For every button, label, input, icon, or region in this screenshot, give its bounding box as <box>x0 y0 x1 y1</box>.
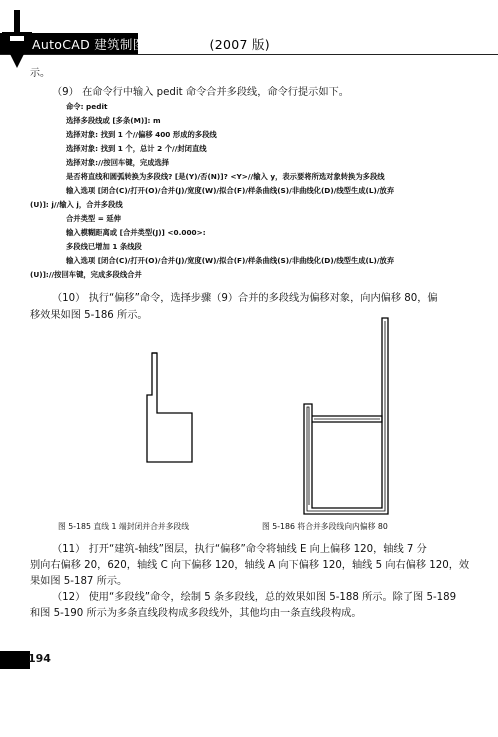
command-line: 合并类型 = 延伸 <box>66 214 121 223</box>
step12-line1: （12） 使用“多段线”命令，绘制 5 条多段线，总的效果如图 5-188 所示。除了图 5-189 <box>52 592 457 603</box>
page-number-bar <box>0 651 30 669</box>
step9-text: （9） 在命令行中输入 pedit 命令合并多段线，命令行提示如下。 <box>52 87 349 98</box>
header-title-main: AutoCAD 建筑制图技术与实践 <box>32 37 210 52</box>
command-line: (U)]://按回车键，完成多段线合并 <box>30 270 142 279</box>
step11-line1: （11） 打开“建筑-轴线”图层，执行“偏移”命令将轴线 E 向上偏移 120，轴线 7 分 <box>52 544 427 555</box>
step10-line2: 移效果如图 5-186 所示。 <box>30 310 148 321</box>
command-line: 输入选项 [闭合(C)/打开(O)/合并(J)/宽度(W)/拟合(F)/样条曲线(S)/非曲线化(D)/线型生成(L)/放弃 <box>66 256 395 265</box>
intro-text: 示。 <box>30 68 50 79</box>
command-line: 多段线已增加 1 条线段 <box>66 242 142 251</box>
figure-5-185-caption: 图 5-185 直线 1 端封闭并合并多段线 <box>58 522 190 531</box>
step11-line3: 果如图 5-187 所示。 <box>30 576 128 587</box>
figure-5-185-drawing <box>140 345 200 465</box>
command-line: 命令: pedit <box>66 102 108 111</box>
step10-line1: （10） 执行“偏移”命令，选择步骤（9）合并的多段线为偏移对象，向内偏移 80，偏 <box>52 293 438 304</box>
figure-5-186-caption: 图 5-186 将合并多段线向内偏移 80 <box>262 522 388 531</box>
step11-line2: 别向右偏移 20，620，轴线 C 向下偏移 120，轴线 A 向下偏移 120，轴线 5 向右偏移 120，效 <box>30 560 470 571</box>
command-line: 选择对象: 找到 1 个，总计 2 个//封闭直线 <box>66 144 207 153</box>
header-title <box>32 35 270 53</box>
step12-line2: 和图 5-190 所示为多条直线段构成多段线外，其他均由一条直线段构成。 <box>30 608 362 619</box>
command-line: 输入选项 [闭合(C)/打开(O)/合并(J)/宽度(W)/拟合(F)/样条曲线(S)/非曲线化(D)/线型生成(L)/放弃 <box>66 186 395 195</box>
figure-5-186-drawing <box>300 312 400 517</box>
command-line: (U)]: j//输入 j，合并多段线 <box>30 200 123 209</box>
header-title-edition: (2007 版) <box>209 37 270 52</box>
command-line: 选择对象: 找到 1 个//偏移 400 形成的多段线 <box>66 130 217 139</box>
logo-icon <box>2 10 32 68</box>
command-line: 输入模糊距离或 [合并类型(J)] <0.000>: <box>66 228 206 237</box>
command-line: 选择对象://按回车键，完成选择 <box>66 158 170 167</box>
command-line: 选择多段线或 [多条(M)]: m <box>66 116 161 125</box>
command-line: 是否将直线和圆弧转换为多段线? [是(Y)/否(N)]? <Y>//输入 y，表示要将所选对象转换为多段线 <box>66 172 385 181</box>
page-number: 194 <box>28 652 51 665</box>
